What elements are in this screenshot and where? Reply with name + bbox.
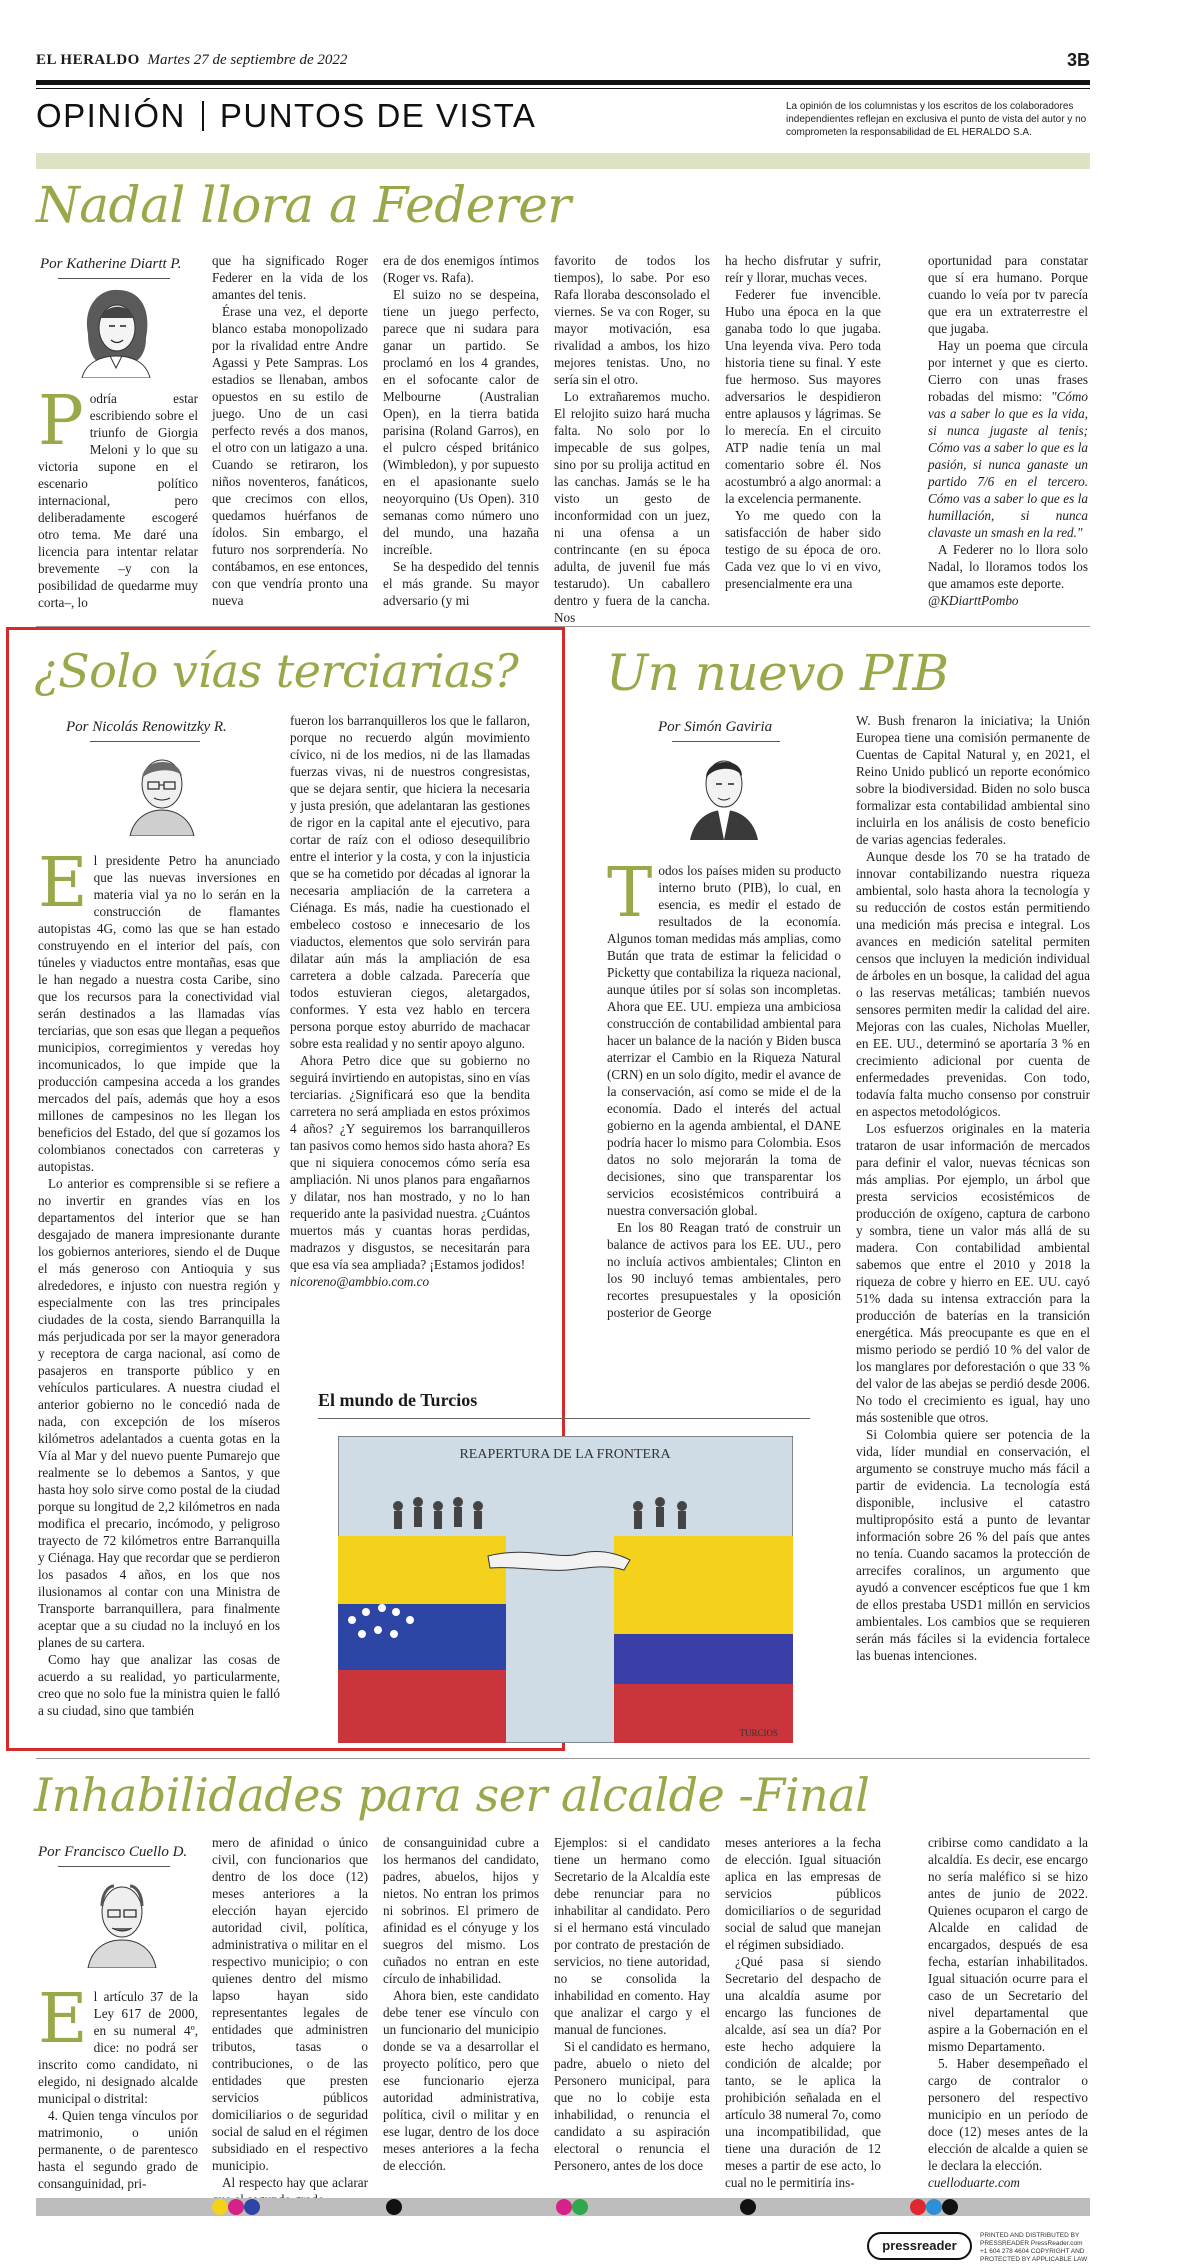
- author-portrait-gaviria: [688, 744, 760, 840]
- article1-text: oportunidad para constatar que sí era humano. Porque cuando lo veía por tv parecía que era un extraterrestre el que jugaba.: [928, 253, 1088, 336]
- article1-text: ha hecho disfrutar y sufrir, reír y llorar, muchas veces.: [725, 253, 881, 285]
- article4-text: ¿Qué pasa si siendo Secretario del despacho de una alcaldía asume por encargo las funciones de alcalde, así sea un día? Por este hecho adquiere la condición de alcalde; por tanto, se le aplica la prohibición señalada en el artículo 38 numeral 7o, como una incompatibilidad, que tiene una duración de 12 meses a partir de ese acto, lo cual no le permitiría ins-: [725, 1954, 881, 2190]
- byline-rule: [90, 741, 200, 742]
- article3-text: odos los países miden su producto interno bruto (PIB), lo cual, en esencia, es medir el estado de resultados de la economía. Algunos toman medidas más amplias, como Bután que trata de estimar la felicidad o Picketty que contabiliza la riqueza nacional, aunque útiles por sí solas son incompletas. Ahora que EE. UU. empieza una ambiciosa construcción de contabilidad ambiental para hacer un balance de la nación y Biden busca aterrizar el Cambio en la Riqueza Natural (CRN) en un solo dígito, medir el avance de la conservación, así como se mide el de la economía. Dado el interés del actual gobierno en la agenda ambiental, el DANE podría hacer lo mismo para Colombia. Esos datos no solo mejorarán la toma de decisiones, sino que transparentar los servicios ecosistémicos contribuirá a nuestra conversación global.: [607, 863, 841, 1218]
- article1-text: Federer fue invencible. Hubo una época en la que ganaba todo lo que jugaba. Una leyenda viva. Pero toda historia tiene su final. Y este fue hermoso. Sus mayores adversarios le despidieron entre aplausos y lágrimas. Se lo merecía. En el circuito ATP nadie tenía un mal comentario sobre él. Nos acostumbró a algo anormal: a la excelencia permanente.: [725, 287, 881, 506]
- article4-text: Al respecto hay que aclarar: [222, 2175, 368, 2190]
- article4-column-4: [554, 1834, 710, 2174]
- article2-dropcap: E: [38, 844, 88, 923]
- cartoon-section-title: El mundo de Turcios: [318, 1390, 478, 1410]
- section-band: [36, 153, 1090, 169]
- registration-dot: [244, 2199, 260, 2215]
- issue-date: Martes 27 de septiembre de 2022: [147, 52, 348, 68]
- article1-text: A Federer no lo llora solo Nadal, lo lloramos todos los que amamos este deporte.: [928, 542, 1088, 591]
- cartoon-signature: TURCIOS: [739, 1728, 778, 1738]
- masthead-rule: [36, 80, 1090, 85]
- article4-byline: Por Francisco Cuello D.: [38, 1844, 188, 1860]
- article2-text: fueron los barranquilleros los que le fallaron, porque no recuerdo algún movimiento cívico, ni de los medios, ni de las llamadas fuerzas vivas, ni de nuestros congresistas, que se dejara sentir, que hiciera la necesaria y justa presión, que adelantaran las gestiones de rigor en la capital ante el ejecutivo, para cortar de raíz con el odioso desequilibrio entre el interior y la costa, y con la injusticia que se ha cometido por décadas al ignorar la necesaria ampliación de la carretera a Ciénaga. Es más, nadie ha cuestionado el embeleco costoso e innecesario de los viaductos, elementos que solo servirán para dilatar aún más la ampliación de esa carretera a doble calzada. Parecería que todos estuvieran ciegos, aletargados, conformes. Y esta vez hablo en tercera persona porque estoy aburrido de machacar sobre esta realidad y no sentir apoyo alguno.: [290, 713, 530, 1051]
- masthead-left: [36, 52, 347, 69]
- article3-byline: Por Simón Gaviria: [658, 719, 773, 735]
- article3-headline: Un nuevo PIB: [606, 644, 949, 702]
- article4-text: mero de afinidad o único civil, con funcionarios que dentro de los doce (12) meses anteriores a la elección hayan ejercido autoridad civil, política, administrativa o militar en el respectivo municipio; o con quienes dentro del mismo lapso hayan sido representantes legales de entidades que administren tributos, tasas o contribuciones, o de las entidades que presten servicios públicos domiciliarios o de seguridad social de salud en el régimen subsidiado en el respectivo municipio.: [212, 1835, 368, 2173]
- article1-signature: @KDiarttPombo: [928, 593, 1019, 608]
- cartoon-frontier-reopening: [338, 1436, 793, 1743]
- article1-text: favorito de todos los tiempos), lo sabe. Por eso Rafa lloraba desconsolado el viernes. Se va con Roger, su mayor motivación, esa rivalidad a ambos, los hizo mejores tenistas. Uno, no sería sin el otro.: [554, 253, 710, 387]
- article1-text: Lo extrañaremos mucho. El relojito suizo hará mucha falta. No solo por lo impecable de sus golpes, sino por su prolija actitud en las canchas. Jamás se le ha visto un gesto de inconformidad con un juez, ni una ofensa a un contrincante (en su época adulta, de juvenil fue más testarudo). Un caballero dentro y fuera de la cancha. Nos: [554, 389, 710, 625]
- article3-column-2: [856, 712, 1090, 1664]
- article2-text: Ahora Petro dice que su gobierno no seguirá invirtiendo en autopistas, sino en vías terciarias. ¿Significará eso que la bendita carretera no será ampliada en estos próximos 4 años? ¿Y seguiremos los barranquilleros tan pasivos como hemos sido hasta ahora? Es que ni siquiera conocemos cómo sería esa ampliación. Ni unos planos para engañarnos y dilatar, nos han mostrado, y no lo han requerido ante la pasividad nuestra. ¿Cuántos muertos más y cuantas horas perdidas, madrazos y disgustos, se necesitarán para que esa vía sea ampliada? ¡Estamos jodidos!: [290, 1053, 530, 1272]
- article1-column-6: [928, 252, 1088, 609]
- article1-text: Érase una vez, el deporte blanco estaba monopolizado por la rivalidad entre Andre Agassi y Pete Sampras. Los estadios se llenaban, ambos opuestos en su estilo de juego. Uno de un casi perfecto revés a dos manos, el otro con un latigazo a una. Cuando se retiraron, los niños noventeros, fanáticos, que crecimos con ellos, quedamos huérfanos de ídolos. Sin embargo, el futuro nos sorprendería. No contábamos, en ese entonces, con que vendría pronto una nueva: [212, 304, 368, 608]
- article1-column-2: [212, 252, 368, 609]
- row-divider: [36, 1758, 1090, 1759]
- article1-text: era de dos enemigos íntimos (Roger vs. Rafa).: [383, 253, 539, 285]
- article1-text: Hay un poema que circula por internet y que es cierto. Cierro con unas frases robadas del mismo:: [928, 338, 1088, 404]
- section-name: OPINIÓN: [36, 97, 186, 134]
- article4-column-5: [725, 1834, 881, 2191]
- article1-text: Yo me quedo con la satisfacción de haber sido testigo de su época de oro. Cada vez que lo vi en vivo, presencialmente era una: [725, 508, 881, 591]
- article2-column-2: [290, 712, 530, 1290]
- article2-text: Lo anterior es comprensible si se refiere a no invertir en grandes vías en los departamentos del interior que se han desgajado de manera impresionante durante los gobiernos anteriores, siendo el de Duque el más generoso con Antioquia y sus alrededores, e injusto con nuestra región y especialmente con las tres principales ciudades de la costa, siendo Barranquilla la más perjudicada por ser la mayor generadora y receptora de carga nacional, así como de pasajeros en transporte público y en vehículos particulares. A nuestra ciudad el anterior gobierno no le concedió nada de nada, con excepción de los míseros kilómetros adelantados a cuenta gotas en la Vía al Mar y del nuevo puente Pumarejo que realmente se lo debemos a Santos, y que hasta hoy solo sirve como postal de la ciudad porque su longitud de 2,2 kilómetros en nada modifica el precario, incómodo, y peligroso trayecto de 72 kilómetros entre Barranquilla y Ciénaga. Hay que recordar que se perdieron los pasados 4 años, en los que nos ilusionamos al contar con una Ministra de Transporte barranquillera, para finalmente aceptar que a su ciudad no la incluyó en los planes de su cartera.: [38, 1176, 280, 1650]
- article1-column-5: [725, 252, 881, 592]
- article1-text: que ha significado Roger Federer en la vida de los amantes del tenis.: [212, 253, 368, 302]
- article4-dropcap: E: [38, 1980, 88, 2059]
- page-number: 3B: [1066, 50, 1090, 70]
- article4-text: Si el candidato es hermano, padre, abuelo o nieto del Personero municipal, para que no lo cobije esta inhabilidad, o renuncia el candidato a su aspiración electoral o renuncia el Personero, antes de los doce: [554, 2039, 710, 2173]
- article1-dropcap: P: [38, 382, 84, 461]
- article1-text: odría estar escribiendo sobre el triunfo de Giorgia Meloni y lo que su victoria supone en el escenario político internacional, pero deliberadamente escogeré otro tema. Me daré una licencia para intentar relatar brevemente –y con la posibilidad de quedarme muy corta–, lo: [38, 391, 198, 610]
- article4-column-2: [212, 1834, 368, 2208]
- pressreader-note: PRINTED AND DISTRIBUTED BY PRESSREADER PressReader.com +1 604 278 4604 COPYRIGHT AND PROTECTED BY APPLICABLE LAW: [980, 2232, 1088, 2263]
- article1-text: El suizo no se despeina, tiene un juego perfecto, parece que ni sudara para ganar un partido. Se proclamó en los 4 grandes, en el sofocante calor de Melbourne (Australian Open), en la tierra batida parisina (Roland Garros), en el pulcro césped británico (Wimbledon), y por supuesto en el apasionante suelo neoyorquino (Us Open). 310 semanas como número uno del mundo, una hazaña increíble.: [383, 287, 539, 557]
- article4-text: de consanguinidad cubre a los hermanos del candidato, padres, abuelos, hijos y nietos. No entran los primos ni sobrinos. El primero de afinidad es el cónyuge y los suegros del mismo. Los cuñados no entran en este círculo de inhabilidad.: [383, 1835, 539, 1986]
- registration-dot: [740, 2199, 756, 2215]
- article1-byline: Por Katherine Diartt P.: [40, 256, 182, 272]
- article3-text: Si Colombia quiere ser potencia de la vida, líder mundial en conservación, el argumento se construye mucho más fácil a partir de evidencia. La tecnología está disponible, inclusive el catastro multipropósito está a punto de levantar información sobre 26 % del país que antes no tenía. Cuando sacamos la protección de arrecifes coralinos, un argumento que ayudó a convencer escépticos fue que 1 km de ellos prestaba USD1 millón en servicios ambientales. Los cambios que se requieren serán más fáciles si la evidencia fortalece las buenas intenciones.: [856, 1427, 1090, 1663]
- article2-byline: Por Nicolás Renowitzky R.: [66, 719, 227, 735]
- article4-headline: Inhabilidades para ser alcalde -Final: [34, 1768, 870, 1822]
- masthead-rule-thin: [36, 88, 1090, 89]
- byline-rule: [672, 741, 780, 742]
- article3-text: Aunque desde los 70 se ha tratado de innovar contabilizando nuestra riqueza ambiental, solo hasta ahora la tecnología y su reducción de costos están permitiendo una medición más precisa e integral. Los avances en medición satelital permiten censos que incluyen la medición individual de árboles en un bosque, la calidad del agua o las reservas metálicas; también nuevos sensores permiten medir la calidad del aire. Mejoras con las cuales, Nicholas Mueller, en EE. UU., determinó se aportaría 3 % en crecimiento adicional por cuenta de enfermedades prevenidas. Con todo, todavía falta mucho consenso por construir en aspectos metodológicos.: [856, 849, 1090, 1119]
- masthead: [36, 50, 1090, 72]
- byline-rule: [58, 1866, 170, 1867]
- article1-text: Se ha despedido del tennis el más grande. Su mayor adversario (y mi: [383, 559, 539, 608]
- article2-text: l presidente Petro ha anunciado que las nuevas inversiones en materia vial ya no lo serán en la construcción de flamantes autopistas 4G, como las que se han estado construyendo en el interior del país, con túneles y viaductos entre montañas, esas que le han negado a nuestra costa Caribe, sino que los recursos para la conectividad vial serán destinados a las llamadas vías terciarias, que son esas que llegan a pequeños municipios, corregimientos y veredas hoy incomunicados, lo que impide que la producción campesina acceda a los grandes mercados del país, además que hoy a esos millones de campesinos no les llegan los beneficios del Estado, del que sí gozamos los colombianos conectados con carreteras y autopistas.: [38, 853, 280, 1174]
- article3-text: W. Bush frenaron la iniciativa; la Unión Europea tiene una comisión permanente de Cuentas de Capital Natural y, en 2021, el Reino Unido publicó un reporte económico sobre la biodiversidad. Biden no solo busca formalizar esta contabilidad ambiental sino incluirla en los análisis de costo beneficio de varias agencias federales.: [856, 713, 1090, 847]
- article2-text: Como hay que analizar las cosas de acuerdo a su realidad, yo particularmente, creo que no solo fue la ministra quien le falló a su ciudad, sino que también: [38, 1652, 280, 1718]
- section-disclaimer: La opinión de los columnistas y los escritos de los colaboradores independientes reflejan en exclusiva el punto de vista del autor y no comprometen la responsabilidad de EL HERALDO S.A.: [786, 101, 1087, 138]
- cartoon-rule: [318, 1418, 810, 1419]
- article3-text: Los esfuerzos originales en la materia trataron de usar información de mercados para definir el valor, nuevas técnicas son más amplias. Por ejemplo, un árbol que presta servicios ecosistémicos de producción de oxígeno, captura de carbono y sombra, tiene un valor más allá de su madera. Con contabilidad ambiental sabemos que entre el 2010 y 2018 la riqueza de cobre y hierro en EE. UU. cayó 51% dada su intensa extracción para la producción de baterías en la transición energética. Más preocupante es que en el mismo periodo se perdió 10 % del valor de los manglares por deforestación o que 33 % del valor de las abejas se perdió desde 2006. No todo el crecimiento es igual, hay uno más sostenible que otros.: [856, 1121, 1091, 1425]
- article4-text: l artículo 37 de la Ley 617 de 2000, en su numeral 4º, dice: no podrá ser inscrito como candidato, ni elegido, ni designado alcalde municipal o distrital:: [38, 1989, 198, 2106]
- article4-column-6: [928, 1834, 1088, 2191]
- article1-column-1: [38, 382, 198, 611]
- article4-text: meses anteriores a la fecha de elección. Igual situación aplica en las empresas de servicios públicos domiciliarios o de seguridad social de salud que manejan el régimen subsidiado.: [725, 1835, 881, 1952]
- section-subtitle: PUNTOS DE VISTA: [219, 97, 537, 134]
- article4-text: 5. Haber desempeñado el cargo de contralor o personero del respectivo municipio en un período de doce (12) meses antes de la elección de alcalde a quien se le declara la elección.: [928, 2056, 1088, 2173]
- paper-name: EL HERALDO: [36, 52, 140, 68]
- article4-text: cribirse como candidato a la alcaldía. Es decir, ese encargo no sería maléfico si se hizo antes de junio de 2022. Quienes ocuparon el cargo de Alcalde en calidad de encargados, después de esa fecha, estarían inhabilitados. Igual situación ocurre para el caso de un Secretario del nivel departamental que aspire a la Gobernación en el mismo Departamento.: [928, 1835, 1088, 2054]
- section-separator: [202, 101, 204, 131]
- article3-column-1: [607, 854, 841, 1321]
- byline-rule: [58, 278, 170, 279]
- registration-dot: [212, 2199, 228, 2215]
- pressreader-logo: pressreader: [867, 2232, 972, 2260]
- registration-dot: [942, 2199, 958, 2215]
- registration-dot: [926, 2199, 942, 2215]
- section-title: [36, 97, 536, 135]
- registration-dot: [386, 2199, 402, 2215]
- registration-dot: [910, 2199, 926, 2215]
- article4-text: Ejemplos: si el candidato tiene un hermano como Secretario de la Alcaldía este debe renunciar para no inhabilitar al candidato. Pero si el hermano está vinculado por contrato de prestación de servicios, no tiene autoridad, no se consolida la inhabilidad en comento. Hay que analizar el cargo y el manual de funciones.: [554, 1835, 710, 2037]
- registration-dot: [556, 2199, 572, 2215]
- article3-text: En los 80 Reagan trató de construir un balance de activos para los EE. UU., pero no incluía activos ambientales; Clinton en los 90 incluyó temas ambientales, pero recortes presupuestales y la oposición posterior de George: [607, 1220, 841, 1320]
- article4-signature: cuelloduarte.com: [928, 2175, 1020, 2190]
- article4-column-1: [38, 1980, 198, 2192]
- author-portrait-diartt: [76, 282, 156, 378]
- article1-column-3: [383, 252, 539, 609]
- article1-headline: Nadal llora a Federer: [36, 176, 571, 234]
- article1-column-4: [554, 252, 710, 626]
- article1-quote: "Cómo vas a saber lo que es la vida, si nunca jugaste al tenis; Cómo vas a saber lo que es la pasión, si nunca ganaste un partido 7/6 en el tercero. Cómo vas a saber lo que es la humillación, si nunca clavaste un smash en la red.": [928, 389, 1088, 540]
- author-portrait-cuello: [84, 1870, 160, 1968]
- article4-text: 4. Quien tenga vínculos por matrimonio, o unión permanente, o de parentesco hasta el segundo grado de consanguinidad, pri-: [38, 2108, 198, 2191]
- article4-column-3: [383, 1834, 539, 2174]
- article2-signature: nicoreno@ambbio.com.co: [290, 1274, 430, 1289]
- article2-column-1: [38, 844, 280, 1719]
- article4-text: Ahora bien, este candidato debe tener ese vínculo con un funcionario del municipio donde se va a desarrollar el proyecto político, pero que ese funcionario ejerza autoridad administrativa, política, civil o militar y en ese lugar, dentro de los doce meses anteriores a la fecha de elección.: [383, 1988, 539, 2173]
- article3-dropcap: T: [607, 854, 653, 933]
- author-portrait-renowitzky: [126, 744, 196, 836]
- cartoon-caption: REAPERTURA DE LA FRONTERA: [459, 1447, 671, 1462]
- article2-headline: ¿Solo vías terciarias?: [34, 644, 519, 698]
- registration-dot: [572, 2199, 588, 2215]
- registration-dot: [228, 2199, 244, 2215]
